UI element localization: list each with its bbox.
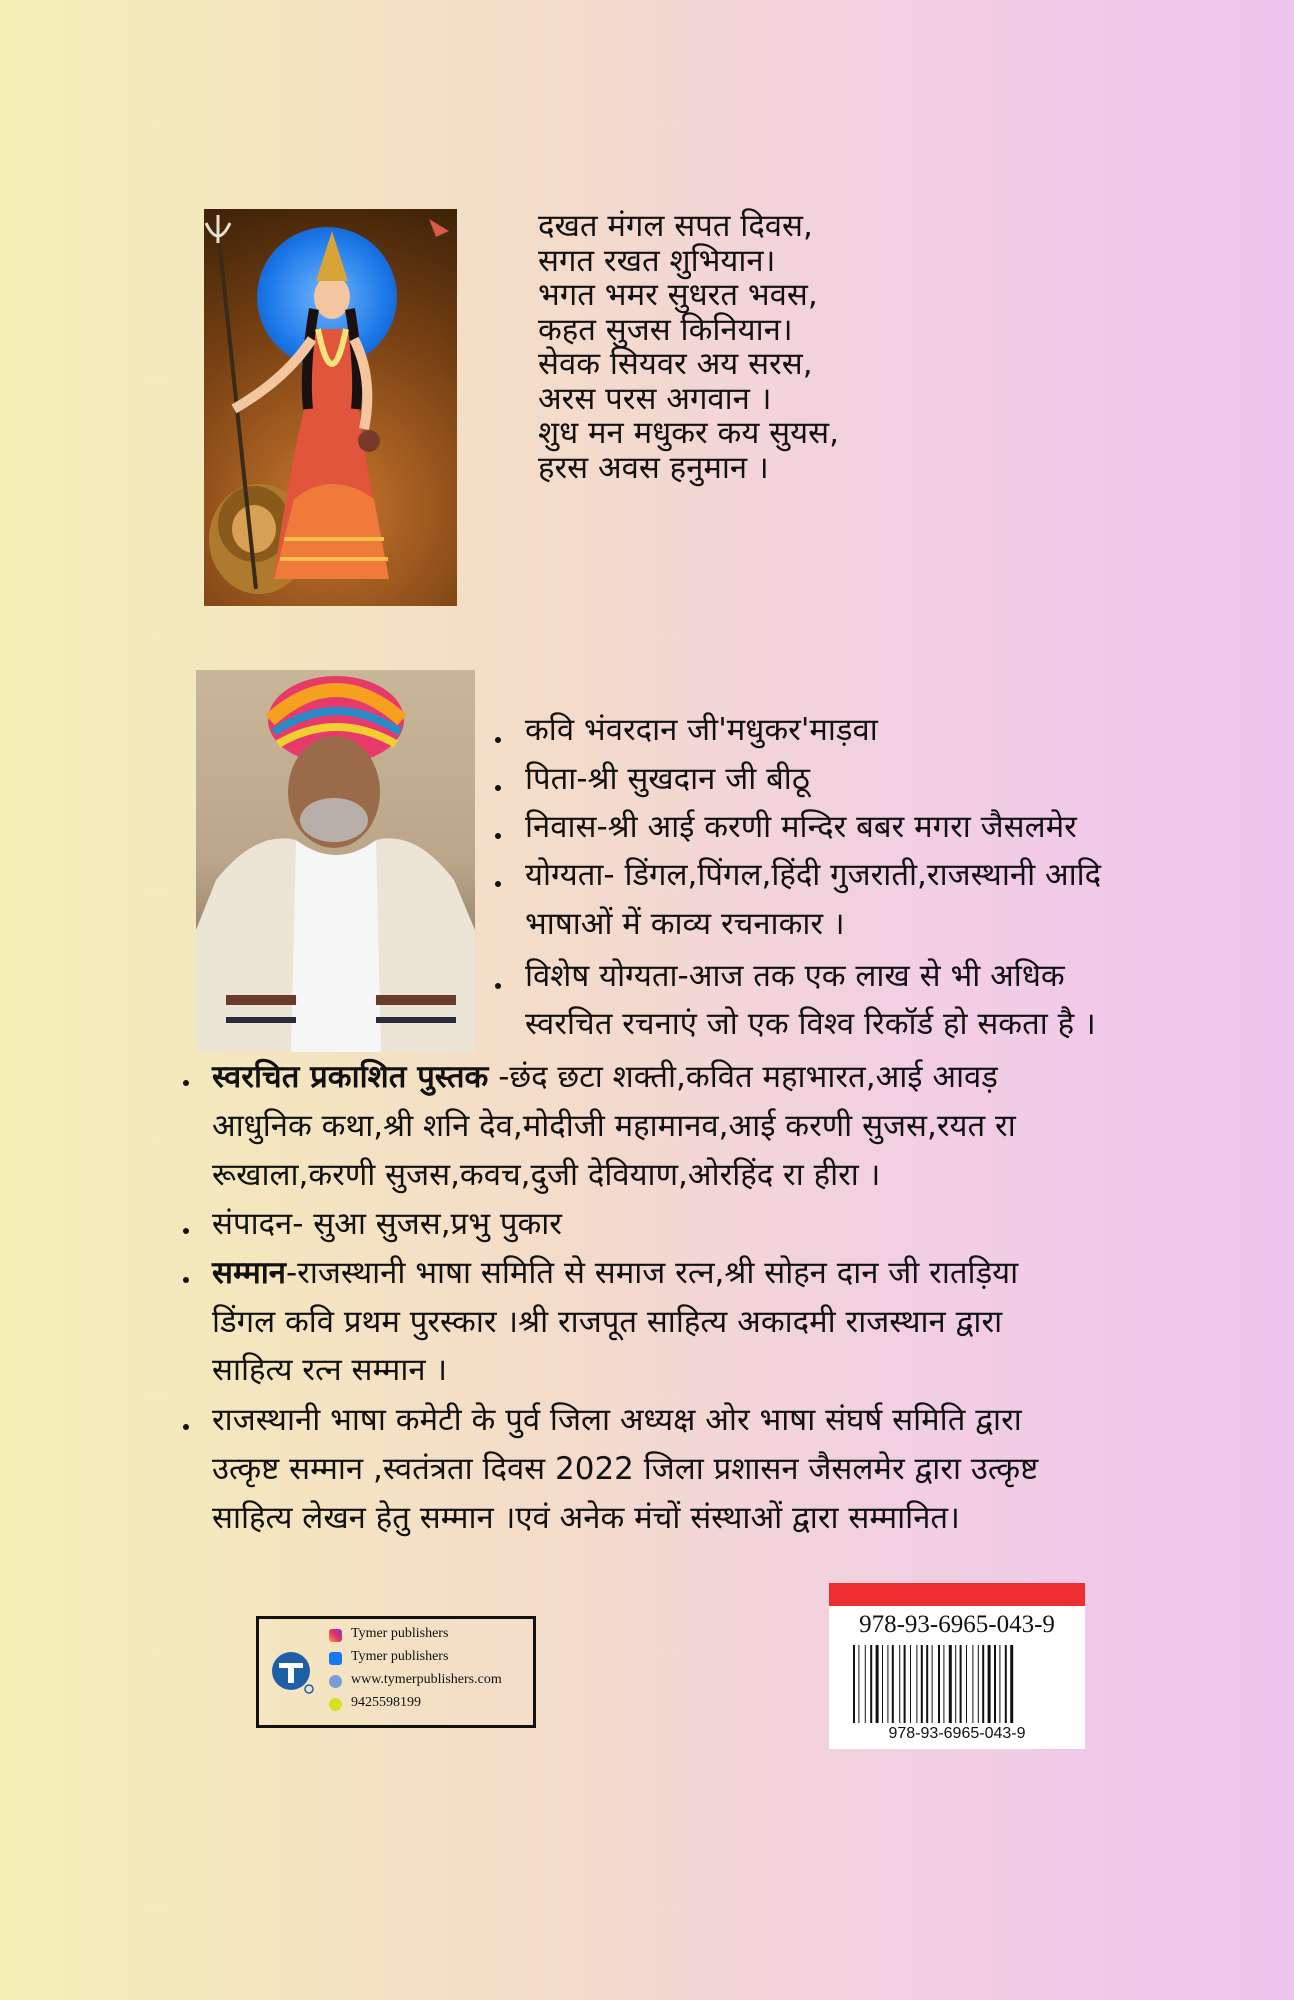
barcode-icon bbox=[853, 1645, 1065, 1723]
isbn-band bbox=[829, 1583, 1085, 1606]
goddess-figure bbox=[204, 209, 457, 606]
phone-icon bbox=[329, 1698, 342, 1711]
bullet-icon bbox=[183, 1228, 189, 1234]
globe-icon bbox=[329, 1675, 342, 1688]
poem-line: कहत सुजस किनियान। bbox=[538, 311, 793, 348]
other-honor-line3: साहित्य लेखन हेतु सम्मान ।एवं अनेक मंचों संस्थाओं द्वारा सम्मानित। bbox=[212, 1500, 960, 1536]
bullet-icon bbox=[495, 881, 501, 887]
poem-line: हरस अवस हनुमान । bbox=[538, 449, 769, 486]
bullet-icon bbox=[495, 737, 501, 743]
poem-line: अरस परस अगवान । bbox=[538, 380, 772, 417]
bio-special-line1: विशेष योग्यता-आज तक एक लाख से भी अधिक bbox=[525, 958, 1065, 994]
honor-label: सम्मान bbox=[212, 1255, 286, 1291]
bullet-icon bbox=[183, 1424, 189, 1430]
poem-line: भगत भमर सुधरत भवस, bbox=[538, 277, 818, 313]
books-line1: स्वरचित प्रकाशित पुस्तक -छंद छटा शक्ती,कवित महाभारत,आई आवड़ bbox=[212, 1059, 998, 1095]
instagram-icon bbox=[329, 1629, 342, 1642]
bullet-icon bbox=[495, 833, 501, 839]
poem-line: सगत रखत शुभियान। bbox=[538, 242, 776, 279]
books-line3: रूखाला,करणी सुजस,कवच,दुजी देवियाण,ओरहिंद रा हीरा । bbox=[212, 1157, 881, 1193]
isbn-bottom-text: 978-93-6965-043-9 bbox=[888, 1725, 1026, 1742]
honor-line1: सम्मान-राजस्थानी भाषा समिति से समाज रत्न,श्री सोहन दान जी रातड़िया bbox=[212, 1255, 1019, 1291]
bullet-icon bbox=[495, 983, 501, 989]
publisher-box bbox=[256, 1616, 536, 1728]
goddess-image bbox=[204, 209, 457, 606]
poem-line: सेवक सियवर अय सरस, bbox=[538, 346, 813, 382]
publisher-website[interactable]: www.tymerpublishers.com bbox=[351, 1672, 502, 1687]
bio-qualification-line1: योग्यता- डिंगल,पिंगल,हिंदी गुजराती,राजस्थानी आदि bbox=[525, 857, 1102, 893]
publisher-instagram[interactable]: Tymer publishers bbox=[351, 1626, 449, 1641]
bio-qualification-line2: भाषाओं में काव्य रचनाकार । bbox=[525, 906, 845, 942]
bullet-icon bbox=[495, 785, 501, 791]
isbn-top-text: 978-93-6965-043-9 bbox=[859, 1611, 1055, 1638]
isbn-barcode bbox=[829, 1583, 1085, 1749]
honor-line3: साहित्य रत्न सम्मान । bbox=[212, 1352, 448, 1388]
other-honor-line2: उत्कृष्ट सम्मान ,स्वतंत्रता दिवस 2022 जिला प्रशासन जैसलमेर द्वारा उत्कृष्ट bbox=[212, 1451, 1039, 1487]
poet-photo bbox=[196, 670, 475, 1052]
publisher-logo-icon bbox=[271, 1651, 315, 1695]
poem bbox=[538, 209, 839, 485]
publisher-phone[interactable]: 9425598199 bbox=[351, 1695, 421, 1710]
honor-line2: डिंगल कवि प्रथम पुरस्कार ।श्री राजपूत साहित्य अकादमी राजस्थान द्वारा bbox=[212, 1304, 1003, 1340]
bio-father: पिता-श्री सुखदान जी बीठू bbox=[525, 761, 810, 797]
bio-name: कवि भंवरदान जी'मधुकर'माड़वा bbox=[525, 712, 878, 748]
books-line2: आधुनिक कथा,श्री शनि देव,मोदीजी महामानव,आई करणी सुजस,रयत रा bbox=[212, 1108, 1016, 1144]
other-honor-line1: राजस्थानी भाषा कमेटी के पुर्व जिला अध्यक्ष ओर भाषा संघर्ष समिति द्वारा bbox=[212, 1402, 1022, 1438]
editing-line: संपादन- सुआ सुजस,प्रभु पुकार bbox=[212, 1206, 562, 1242]
bullet-icon bbox=[183, 1277, 189, 1283]
poem-line: दखत मंगल सपत दिवस, bbox=[538, 208, 813, 244]
bio-special-line2: स्वरचित रचनाएं जो एक विश्व रिकॉर्ड हो सकता है । bbox=[525, 1006, 1096, 1042]
bio-residence: निवास-श्री आई करणी मन्दिर बबर मगरा जैसलमेर bbox=[525, 809, 1077, 845]
publisher-facebook[interactable]: Tymer publishers bbox=[351, 1649, 449, 1664]
books-label: स्वरचित प्रकाशित पुस्तक bbox=[212, 1059, 489, 1095]
facebook-icon bbox=[329, 1652, 342, 1665]
poem-line: शुध मन मधुकर कय सुयस, bbox=[538, 415, 839, 451]
bullet-icon bbox=[183, 1080, 189, 1086]
